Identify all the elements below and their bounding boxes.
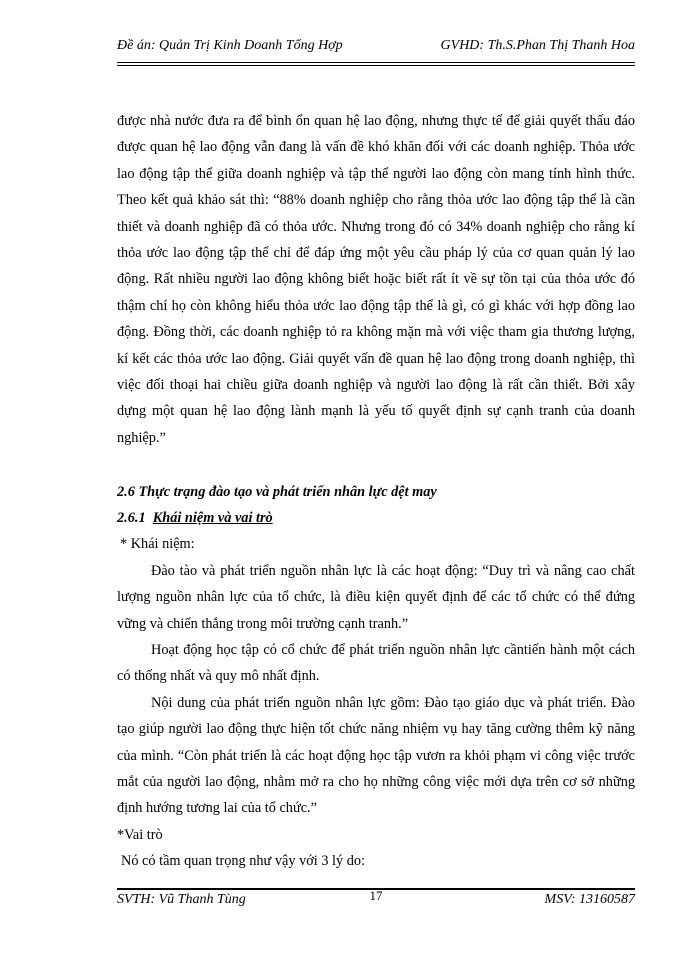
subsection-heading [117, 505, 635, 531]
header-project-title: Đề án: Quản Trị Kinh Doanh Tổng Hợp [117, 38, 343, 53]
footer-student-id: MSV: 13160587 [544, 892, 635, 907]
page-number: 17 [369, 888, 383, 903]
footer-student: SVTH: Vũ Thanh Tùng [117, 892, 246, 907]
page-header [117, 36, 635, 60]
page-footer [117, 888, 635, 914]
header-divider [117, 62, 635, 66]
subsection-title: Khái niệm và vai trò [152, 510, 273, 527]
paragraph-reasons: Nó có tầm quan trọng như vậy với 3 lý do: [121, 853, 366, 870]
paragraph-definition: Đào tào và phát triển nguồn nhân lực là các hoạt động: “Duy trì và nâng cao chất lượng nguồn nhân lực của tổ chức, là điều kiện quyết định để các tổ chức có thể đứng vững và chiến thắng trong môi trường cạnh tranh.” [117, 562, 635, 632]
paragraph-development-content: Nội dung của phát triển nguồn nhân lực gồm: Đào tạo giáo dục và phát triển. Đào tạo giúp người lao động thực hiện tốt chức năng nhiệm vụ hay tăng cường thêm kỹ năng của mình. “Còn phát triển là các hoạt động học tập vươn ra khỏi phạm vi công việc trước mắt của người lao động, nhằm mở ra cho họ những công việc mới dựa trên cơ sở những định hướng tương lai của tổ chức.” [117, 694, 635, 817]
document-body [117, 108, 635, 875]
paragraph-labor-relations: được nhà nước đưa ra để bình ổn quan hệ lao động, nhưng thực tế để giải quyết thấu đáo được quan hệ lao động vẫn đang là vấn đề khó khăn đối với các doanh nghiệp. Thỏa ước lao động tập thể giữa doanh nghiệp và tập thể người lao động còn mang tính hình thức. Theo kết quả khảo sát thì: “88% doanh nghiệp cho rằng thỏa ước lao động tập thể là cần thiết và doanh nghiệp đã có thỏa ước. Nhưng trong đó có 34% doanh nghiệp cho rằng kí thỏa ước lao động tập thể chỉ để đáp ứng một yêu cầu pháp lý của cơ quan quản lý lao động. Rất nhiều người lao động không biết hoặc biết rất ít về sự tồn tại của thỏa ước đó thậm chí họ còn không hiểu thỏa ước lao động tập thể là gì, có gì khác với hợp đồng lao động. Đồng thời, các doanh nghiệp tỏ ra không mặn mà với việc tham gia thương lượng, kí kết các thỏa ước lao động. Giải quyết vấn đề quan hệ lao động trong doanh nghiệp, thì việc đối thoại hai chiều giữa doanh nghiệp và người lao động là rất cần thiết. Bởi xây dựng một quan hệ lao động lành mạnh là yếu tố quyết định sự cạnh tranh của doanh nghiệp.” [117, 113, 635, 446]
paragraph-learning-activity: Hoạt động học tập có cổ chức để phát triển nguồn nhân lực cầntiến hành một cách có thống nhất và quy mô nhất định. [117, 641, 635, 685]
section-heading: 2.6 Thực trạng đào tạo và phát triển nhân lực dệt may [117, 484, 437, 501]
bullet-concept: * Khái niệm: [120, 536, 195, 553]
bullet-role: *Vai trò [117, 826, 163, 843]
header-supervisor: GVHD: Th.S.Phan Thị Thanh Hoa [440, 38, 635, 53]
subsection-number: 2.6.1 [117, 510, 146, 527]
spacer [117, 451, 635, 479]
